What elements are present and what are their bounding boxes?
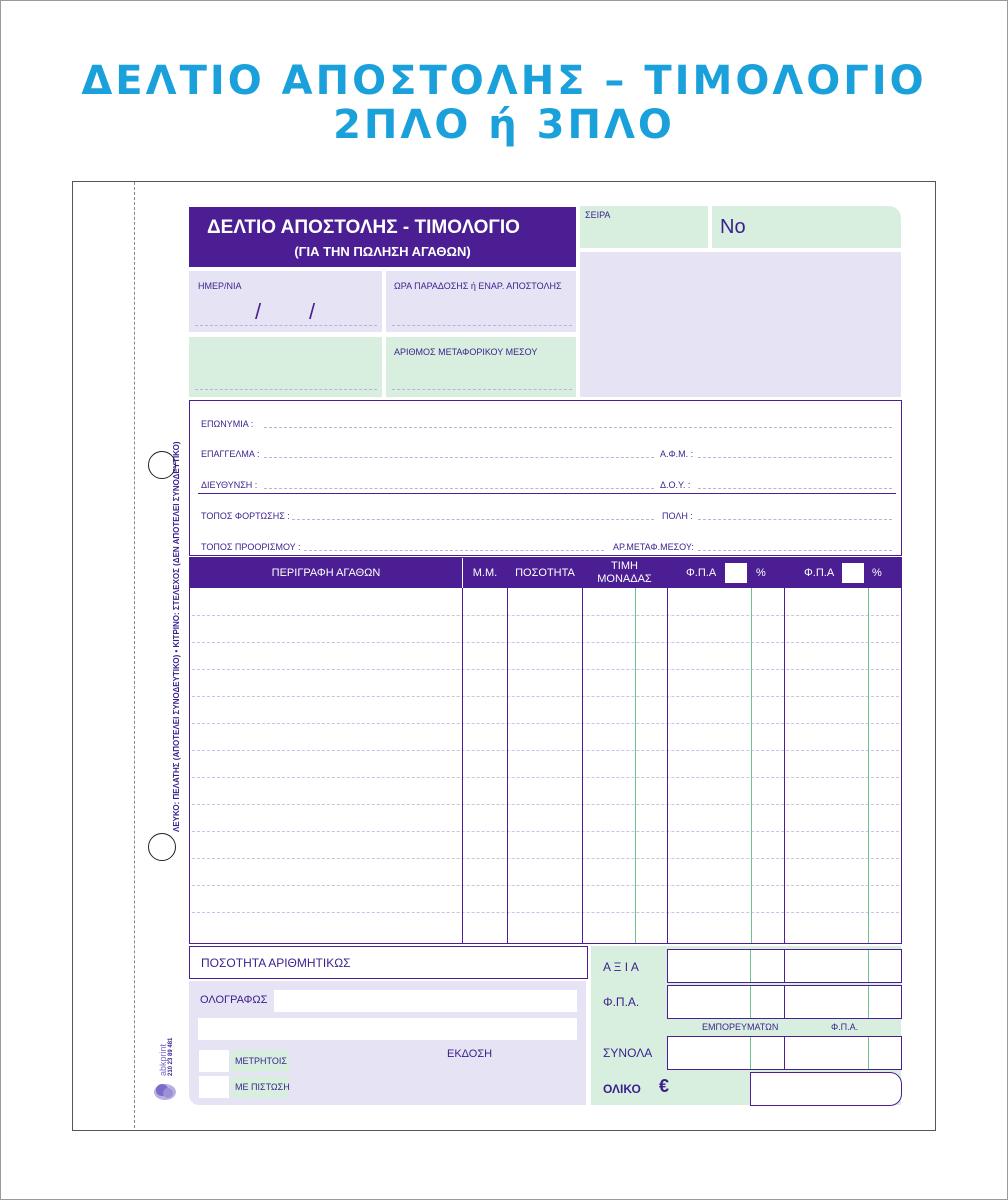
profession-line[interactable]	[264, 457, 654, 458]
number-label: Νο	[720, 216, 746, 238]
vehicle-no-label: ΑΡ.ΜΕΤΑΦ.ΜΕΣΟΥ:	[613, 542, 694, 552]
copy-colors-note: ΛΕΥΚΟ: ΠΕΛΑΤΗΣ (ΑΠΟΤΕΛΕΙ ΣΥΝΟΔΕΥΤΙΚΟ) • ΚΙΤΡΙΝΟ: ΣΤΕΛΕΧΟΣ (ΔΕΝ ΑΠΟΤΕΛΕΙ ΣΥΝΟΔΕΥΤΙΚΟ)	[172, 441, 181, 832]
date-separator-2: /	[309, 299, 316, 324]
brand-name: abkprint	[158, 1043, 168, 1076]
col-sep-decimal	[635, 588, 636, 943]
col-vat-2: Φ.Π.Α	[804, 567, 835, 579]
vat-label: Φ.Π.Α.	[603, 995, 640, 1009]
date-field[interactable]	[189, 271, 382, 332]
vat-amount-field[interactable]	[667, 985, 902, 1019]
goods-label: ΕΜΠΟΡΕΥΜΑΤΩΝ	[702, 1022, 779, 1032]
vehicle-no-line[interactable]	[698, 550, 892, 551]
cash-checkbox[interactable]	[199, 1050, 229, 1072]
grand-total-field[interactable]	[750, 1072, 902, 1106]
quantity-numeric-box[interactable]	[189, 946, 588, 979]
blank-green-field[interactable]	[189, 337, 382, 397]
name-label: ΕΠΩΝΥΜΙΑ :	[201, 419, 254, 429]
delivery-time-label: ΩΡΑ ΠΑΡΑΔΟΣΗΣ ή ΕΝΑΡ. ΑΠΟΣΤΟΛΗΣ	[394, 281, 562, 291]
customer-info-box	[189, 400, 902, 556]
table-row[interactable]	[192, 885, 899, 886]
form-title-box	[189, 207, 576, 267]
stamp-area	[580, 252, 901, 397]
address-line[interactable]	[264, 488, 654, 489]
cash-label: ΜΕΤΡΗΤΟΙΣ	[235, 1056, 287, 1066]
vehicle-dotted-line	[392, 389, 572, 390]
doy-line[interactable]	[698, 488, 892, 489]
col-sep	[667, 588, 668, 943]
date-dotted-line	[195, 325, 377, 326]
table-row[interactable]	[192, 642, 899, 643]
in-words-field-2[interactable]	[198, 1018, 577, 1040]
table-row[interactable]	[192, 669, 899, 670]
delivery-dotted-line	[392, 325, 572, 326]
brand-phone: 210 23 89 481	[168, 1037, 174, 1076]
customer-divider	[198, 493, 896, 494]
name-line[interactable]	[264, 427, 892, 428]
vehicle-label: ΑΡΙΘΜΟΣ ΜΕΤΑΦΟΡΙΚΟΥ ΜΕΣΟΥ	[394, 347, 538, 357]
cash-option[interactable]	[231, 1050, 289, 1072]
vat-rate-box-2[interactable]	[842, 563, 864, 583]
perforation-line	[134, 182, 135, 1128]
col-percent-2: %	[872, 567, 882, 579]
table-row[interactable]	[192, 615, 899, 616]
afm-line[interactable]	[698, 457, 892, 458]
loading-line[interactable]	[292, 519, 654, 520]
address-label: ΔΙΕΥΘΥΝΣΗ :	[201, 480, 258, 490]
in-words-field[interactable]	[274, 990, 577, 1012]
col-percent-1: %	[756, 567, 766, 579]
table-row[interactable]	[192, 804, 899, 805]
col-price-line1: ΤΙΜΗ	[611, 560, 638, 572]
doy-label: Δ.Ο.Υ. :	[660, 480, 691, 490]
col-unit: Μ.Μ.	[472, 567, 498, 579]
afm-label: Α.Φ.Μ. :	[660, 449, 694, 459]
blank-dotted-line	[195, 389, 377, 390]
goods-table-header	[190, 558, 901, 588]
credit-option[interactable]	[231, 1076, 289, 1098]
credit-label: ΜΕ ΠΙΣΤΩΣΗ	[235, 1082, 290, 1092]
city-label: ΠΟΛΗ :	[662, 511, 693, 521]
col-price-line2: ΜΟΝΑΔΑΣ	[597, 573, 652, 585]
col-sep-decimal	[868, 588, 869, 943]
form-subtitle: (ΓΙΑ ΤΗΝ ΠΩΛΗΣΗ ΑΓΑΘΩΝ)	[294, 244, 471, 259]
series-field[interactable]	[580, 206, 708, 248]
issue-label: ΕΚΔΟΣΗ	[447, 1048, 493, 1060]
brand-logo	[152, 1080, 178, 1102]
totals-amount-field[interactable]	[667, 1036, 902, 1070]
col-sep-decimal	[751, 588, 752, 943]
city-line[interactable]	[698, 519, 892, 520]
table-row[interactable]	[192, 750, 899, 751]
col-description: ΠΕΡΙΓΡΑΦΗ ΑΓΑΘΩΝ	[271, 567, 381, 579]
binder-hole-bottom	[148, 833, 176, 861]
table-row[interactable]	[192, 696, 899, 697]
profession-label: ΕΠΑΓΓΕΛΜΑ :	[201, 449, 260, 459]
in-words-label: ΟΛΟΓΡΑΦΩΣ	[200, 994, 268, 1006]
date-separator-1: /	[255, 299, 262, 324]
value-amount-field[interactable]	[667, 949, 902, 983]
value-label: Α Ξ Ι Α	[603, 960, 639, 974]
euro-icon: €	[659, 1076, 670, 1096]
vat-small-label: Φ.Π.Α.	[831, 1022, 859, 1032]
delivery-time-field[interactable]	[386, 271, 576, 332]
col-sep	[784, 588, 785, 943]
number-field[interactable]	[712, 206, 901, 248]
destination-line[interactable]	[304, 550, 604, 551]
col-sep	[582, 588, 583, 943]
date-label: ΗΜΕΡ/ΝΙΑ	[198, 281, 242, 291]
quantity-numeric-label: ΠΟΣΟΤΗΤΑ ΑΡΙΘΜΗΤΙΚΩΣ	[201, 956, 351, 970]
col-sep	[462, 588, 463, 943]
table-row[interactable]	[192, 777, 899, 778]
grand-total-label: ΟΛΙΚΟ	[603, 1082, 641, 1096]
page-heading-line2: 2ΠΛΟ ή 3ΠΛΟ	[333, 102, 675, 148]
table-row[interactable]	[192, 723, 899, 724]
loading-label: ΤΟΠΟΣ ΦΟΡΤΩΣΗΣ :	[201, 511, 290, 521]
credit-checkbox[interactable]	[199, 1076, 229, 1098]
col-vat-1: Φ.Π.Α	[686, 567, 717, 579]
destination-label: ΤΟΠΟΣ ΠΡΟΟΡΙΣΜΟΥ :	[201, 542, 301, 552]
col-sep	[507, 588, 508, 943]
col-quantity: ΠΟΣΟΤΗΤΑ	[515, 567, 575, 579]
vat-rate-box-1[interactable]	[725, 563, 747, 583]
amount-words-area	[189, 981, 586, 1105]
goods-table	[189, 557, 902, 944]
vehicle-field[interactable]	[386, 337, 576, 397]
totals-label: ΣΥΝΟΛΑ	[603, 1046, 653, 1060]
table-row[interactable]	[192, 912, 899, 913]
form-title: ΔΕΛΤΙΟ ΑΠΟΣΤΟΛΗΣ - ΤΙΜΟΛΟΓΙΟ	[207, 217, 520, 238]
table-row[interactable]	[192, 831, 899, 832]
series-label: ΣΕΙΡΑ	[585, 210, 611, 220]
table-row[interactable]	[192, 858, 899, 859]
page-heading-line1: ΔΕΛΤΙΟ ΑΠΟΣΤΟΛΗΣ – ΤΙΜΟΛΟΓΙΟ	[81, 58, 927, 104]
